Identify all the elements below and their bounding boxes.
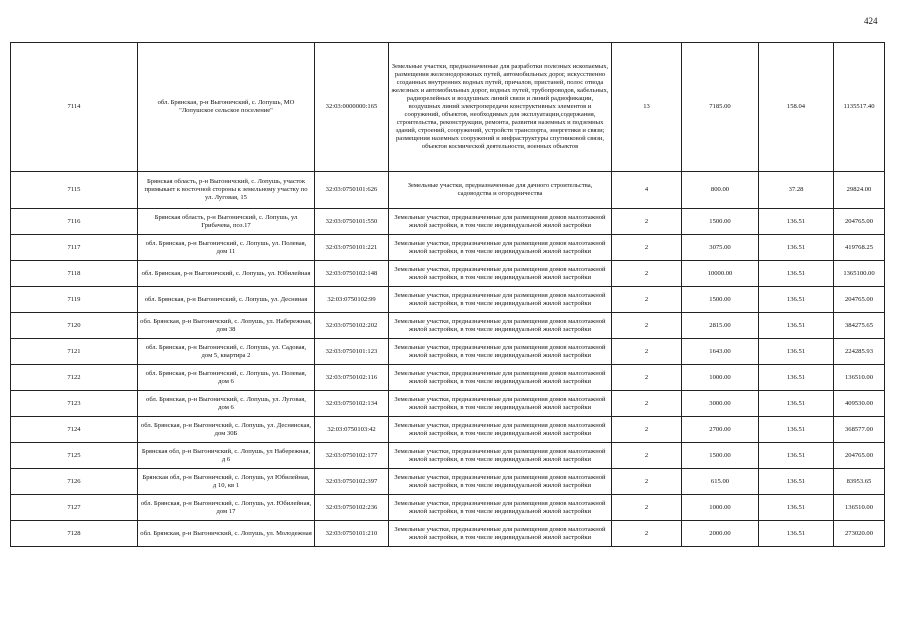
cadastral-number-cell: 32:03:0750101:550 xyxy=(315,209,389,235)
row-id-cell: 7127 xyxy=(11,495,138,521)
area-cell: 3000.00 xyxy=(682,391,759,417)
row-id-cell: 7118 xyxy=(11,261,138,287)
area-cell: 1500.00 xyxy=(682,287,759,313)
category-code-cell: 2 xyxy=(612,469,682,495)
category-code-cell: 4 xyxy=(612,172,682,209)
address-cell: Брянская область, р-н Выгоничский, с. Лопушь, ул Грибачева, поз.17 xyxy=(138,209,315,235)
cadastral-number-cell: 32:03:0750103:42 xyxy=(315,417,389,443)
land-purpose-cell: Земельные участки, предназначенные для размещения домов малоэтажной жилой застройки, в том числе индивидуальной жилой застройки xyxy=(389,443,612,469)
page-number: 424 xyxy=(864,16,878,26)
land-purpose-cell: Земельные участки, предназначенные для размещения домов малоэтажной жилой застройки, в том числе индивидуальной жилой застройки xyxy=(389,469,612,495)
area-cell: 1000.00 xyxy=(682,365,759,391)
row-id-cell: 7117 xyxy=(11,235,138,261)
address-cell: обл. Брянская, р-н Выгоничский, с. Лопушь, ул. Юбилейная, дом 17 xyxy=(138,495,315,521)
cadastral-number-cell: 32:03:0750102:134 xyxy=(315,391,389,417)
specific-value-cell: 136.51 xyxy=(759,391,834,417)
land-purpose-cell: Земельные участки, предназначенные для размещения домов малоэтажной жилой застройки, в том числе индивидуальной жилой застройки xyxy=(389,365,612,391)
address-cell: обл. Брянская, р-н Выгоничский, с. Лопушь, ул. Десняная xyxy=(138,287,315,313)
land-purpose-cell: Земельные участки, предназначенные для размещения домов малоэтажной жилой застройки, в том числе индивидуальной жилой застройки xyxy=(389,521,612,547)
specific-value-cell: 136.51 xyxy=(759,339,834,365)
row-id-cell: 7122 xyxy=(11,365,138,391)
cadastral-value-cell: 83953.65 xyxy=(834,469,885,495)
area-cell: 10000.00 xyxy=(682,261,759,287)
cadastral-value-cell: 29824.00 xyxy=(834,172,885,209)
row-id-cell: 7115 xyxy=(11,172,138,209)
cadastral-number-cell: 32:03:0750102:202 xyxy=(315,313,389,339)
land-purpose-cell: Земельные участки, предназначенные для размещения домов малоэтажной жилой застройки, в том числе индивидуальной жилой застройки xyxy=(389,287,612,313)
table-row xyxy=(11,391,885,417)
cadastral-value-cell: 136510.00 xyxy=(834,495,885,521)
cadastral-value-cell: 419768.25 xyxy=(834,235,885,261)
land-purpose-cell: Земельные участки, предназначенные для размещения домов малоэтажной жилой застройки, в том числе индивидуальной жилой застройки xyxy=(389,417,612,443)
row-id-cell: 7114 xyxy=(11,43,138,172)
cadastral-value-cell: 409530.00 xyxy=(834,391,885,417)
specific-value-cell: 37.28 xyxy=(759,172,834,209)
table-row xyxy=(11,417,885,443)
category-code-cell: 2 xyxy=(612,287,682,313)
cadastral-number-cell: 32:03:0750101:123 xyxy=(315,339,389,365)
address-cell: обл. Брянская, р-н Выгоничский, с. Лопушь, ул. Юбилейная xyxy=(138,261,315,287)
area-cell: 1500.00 xyxy=(682,209,759,235)
land-purpose-cell: Земельные участки, предназначенные для размещения домов малоэтажной жилой застройки, в том числе индивидуальной жилой застройки xyxy=(389,209,612,235)
cadastral-value-cell: 384275.65 xyxy=(834,313,885,339)
specific-value-cell: 158.04 xyxy=(759,43,834,172)
land-purpose-cell: Земельные участки, предназначенные для размещения домов малоэтажной жилой застройки, в том числе индивидуальной жилой застройки xyxy=(389,261,612,287)
cadastral-number-cell: 32:03:0750102:148 xyxy=(315,261,389,287)
specific-value-cell: 136.51 xyxy=(759,521,834,547)
table-row xyxy=(11,43,885,172)
land-purpose-cell: Земельные участки, предназначенные для размещения домов малоэтажной жилой застройки, в том числе индивидуальной жилой застройки xyxy=(389,391,612,417)
address-cell: Брянская обл, р-н Выгоничский, с. Лопушь, ул Набережная, д 6 xyxy=(138,443,315,469)
area-cell: 1643.00 xyxy=(682,339,759,365)
category-code-cell: 2 xyxy=(612,209,682,235)
address-cell: Брянская обл, р-н Выгоничский, с. Лопушь, ул Юбилейная, д 10, кв 1 xyxy=(138,469,315,495)
specific-value-cell: 136.51 xyxy=(759,417,834,443)
cadastral-number-cell: 32:03:0750101:626 xyxy=(315,172,389,209)
row-id-cell: 7123 xyxy=(11,391,138,417)
cadastral-value-cell: 368577.00 xyxy=(834,417,885,443)
category-code-cell: 2 xyxy=(612,365,682,391)
address-cell: обл. Брянская, р-н Выгоничский, с. Лопушь, ул. Полевая, дом 6 xyxy=(138,365,315,391)
area-cell: 615.00 xyxy=(682,469,759,495)
address-cell: обл. Брянская, р-н Выгоничский, с. Лопушь, ул. Садовая, дом 5, квартира 2 xyxy=(138,339,315,365)
table-row xyxy=(11,287,885,313)
cadastral-number-cell: 32:03:0750102:177 xyxy=(315,443,389,469)
address-cell: обл. Брянская, р-н Выгоничский, с. Лопушь, ул. Набережная, дом 38 xyxy=(138,313,315,339)
category-code-cell: 2 xyxy=(612,443,682,469)
cadastral-value-cell: 204765.00 xyxy=(834,287,885,313)
specific-value-cell: 136.51 xyxy=(759,287,834,313)
row-id-cell: 7119 xyxy=(11,287,138,313)
specific-value-cell: 136.51 xyxy=(759,365,834,391)
row-id-cell: 7124 xyxy=(11,417,138,443)
area-cell: 2815.00 xyxy=(682,313,759,339)
table-row xyxy=(11,521,885,547)
category-code-cell: 2 xyxy=(612,313,682,339)
specific-value-cell: 136.51 xyxy=(759,235,834,261)
table-row xyxy=(11,313,885,339)
area-cell: 1500.00 xyxy=(682,443,759,469)
table-body xyxy=(11,43,885,547)
address-cell: обл. Брянская, р-н Выгоничский, с. Лопушь, ул. Луговая, дом 6 xyxy=(138,391,315,417)
area-cell: 7185.00 xyxy=(682,43,759,172)
table-row xyxy=(11,261,885,287)
land-purpose-cell: Земельные участки, предназначенные для размещения домов малоэтажной жилой застройки, в том числе индивидуальной жилой застройки xyxy=(389,339,612,365)
table-row xyxy=(11,209,885,235)
land-purpose-cell: Земельные участки, предназначенные для размещения домов малоэтажной жилой застройки, в том числе индивидуальной жилой застройки xyxy=(389,313,612,339)
row-id-cell: 7126 xyxy=(11,469,138,495)
specific-value-cell: 136.51 xyxy=(759,469,834,495)
cadastral-number-cell: 32:03:0750102:116 xyxy=(315,365,389,391)
category-code-cell: 2 xyxy=(612,261,682,287)
row-id-cell: 7128 xyxy=(11,521,138,547)
address-cell: обл. Брянская, р-н Выгоничский, с. Лопушь, ул. Полевая, дом 11 xyxy=(138,235,315,261)
cadastral-number-cell: 32:03:0750102:236 xyxy=(315,495,389,521)
table-row xyxy=(11,235,885,261)
cadastral-number-cell: 32:03:0750102:397 xyxy=(315,469,389,495)
category-code-cell: 2 xyxy=(612,417,682,443)
land-purpose-cell: Земельные участки, предназначенные для размещения домов малоэтажной жилой застройки, в том числе индивидуальной жилой застройки xyxy=(389,495,612,521)
category-code-cell: 2 xyxy=(612,339,682,365)
row-id-cell: 7121 xyxy=(11,339,138,365)
land-purpose-cell: Земельные участки, предназначенные для дачного строительства, садоводства и огородничества xyxy=(389,172,612,209)
cadastral-value-cell: 273020.00 xyxy=(834,521,885,547)
table-row xyxy=(11,469,885,495)
address-cell: обл. Брянская, р-н Выгоничский, с. Лопушь, ул. Деснянская, дом 30Б xyxy=(138,417,315,443)
cadastral-value-cell: 1365100.00 xyxy=(834,261,885,287)
specific-value-cell: 136.51 xyxy=(759,443,834,469)
table-row xyxy=(11,172,885,209)
specific-value-cell: 136.51 xyxy=(759,261,834,287)
address-cell: обл. Брянская, р-н Выгоничский, с. Лопушь, ул. Молодежная xyxy=(138,521,315,547)
cadastral-value-cell: 224285.93 xyxy=(834,339,885,365)
cadastral-value-cell: 136510.00 xyxy=(834,365,885,391)
table-row xyxy=(11,495,885,521)
area-cell: 2000.00 xyxy=(682,521,759,547)
cadastral-number-cell: 32:03:0750101:221 xyxy=(315,235,389,261)
cadastral-number-cell: 32:03:0750101:210 xyxy=(315,521,389,547)
specific-value-cell: 136.51 xyxy=(759,495,834,521)
land-purpose-cell: Земельные участки, предназначенные для размещения домов малоэтажной жилой застройки, в том числе индивидуальной жилой застройки xyxy=(389,235,612,261)
address-cell: обл. Брянская, р-н Выгоничский, с. Лопушь, МО "Лопушское сельское поселение" xyxy=(138,43,315,172)
specific-value-cell: 136.51 xyxy=(759,313,834,339)
cadastral-value-cell: 1135517.40 xyxy=(834,43,885,172)
category-code-cell: 13 xyxy=(612,43,682,172)
cadastral-number-cell: 32:03:0000000:165 xyxy=(315,43,389,172)
land-purpose-cell: Земельные участки, предназначенные для разработки полезных ископаемых, размещения железнодорожных путей, автомобильных дорог, искусственно созданных внутренних водных путей, причалов, пристаней, полос отвода железных и автомобильных дорог, водных путей, трубопроводов, кабельных, радиорелейных и воздушных линий связи и линий радиофикации, воздушных линий электропередачи конструктивных элементов и сооружений, объектов, необходимых для эксплуатации,содержания, строительства, реконструкции, ремонта, развития наземных и подземных зданий, строений, сооружений, устройств транспорта, энергетики и связи; размещения наземных сооружений и инфраструктуры спутниковой связи, объектов космической деятельности, военных объектов xyxy=(389,43,612,172)
row-id-cell: 7116 xyxy=(11,209,138,235)
cadastral-value-cell: 204765.00 xyxy=(834,443,885,469)
category-code-cell: 2 xyxy=(612,391,682,417)
land-registry-table xyxy=(10,42,885,547)
table-row xyxy=(11,339,885,365)
area-cell: 800.00 xyxy=(682,172,759,209)
area-cell: 1000.00 xyxy=(682,495,759,521)
specific-value-cell: 136.51 xyxy=(759,209,834,235)
category-code-cell: 2 xyxy=(612,235,682,261)
row-id-cell: 7120 xyxy=(11,313,138,339)
area-cell: 3075.00 xyxy=(682,235,759,261)
category-code-cell: 2 xyxy=(612,521,682,547)
table-row xyxy=(11,443,885,469)
address-cell: Брянская область, р-н Выгоничский, с. Лопушь, участок примыкает к восточной стороны к земельному участку по ул. Луговая, 15 xyxy=(138,172,315,209)
table-row xyxy=(11,365,885,391)
row-id-cell: 7125 xyxy=(11,443,138,469)
area-cell: 2700.00 xyxy=(682,417,759,443)
category-code-cell: 2 xyxy=(612,495,682,521)
cadastral-number-cell: 32:03:0750102:99 xyxy=(315,287,389,313)
cadastral-value-cell: 204765.00 xyxy=(834,209,885,235)
